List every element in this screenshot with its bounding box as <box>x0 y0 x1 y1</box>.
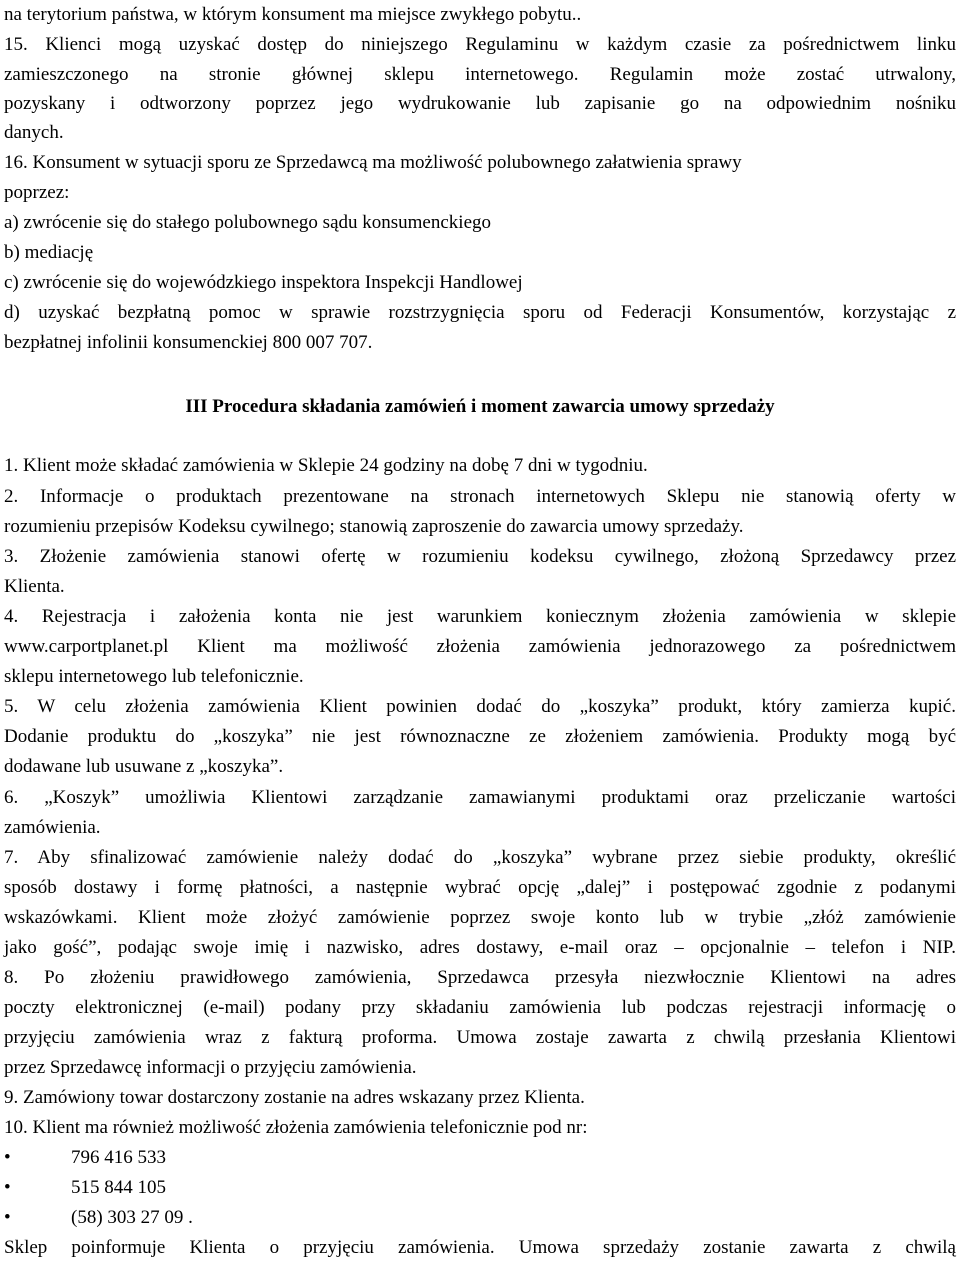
text-line: 9. Zamówiony towar dostarczony zostanie na adres wskazany przez Klienta. <box>4 1087 585 1108</box>
text-line: www.carportplanet.pl Klient ma możliwość złożenia zamówienia jednorazowego za pośrednictwem <box>4 636 956 657</box>
text-line: 16. Konsument w sytuacji sporu ze Sprzedawcą ma możliwość polubownego załatwienia sprawy <box>4 152 742 173</box>
bullet-icon: • <box>4 1177 11 1198</box>
text-line: Sklep poinformuje Klienta o przyjęciu zamówienia. Umowa sprzedaży zostanie zawarta z chwilą <box>4 1237 956 1258</box>
text-line: b) mediację <box>4 242 94 263</box>
text-line: a) zwrócenie się do stałego polubownego sądu konsumenckiego <box>4 212 492 233</box>
text-line: danych. <box>4 122 64 143</box>
text-line: 3. Złożenie zamówienia stanowi ofertę w rozumieniu kodeksu cywilnego, złożoną Sprzedawcy przez <box>4 546 956 567</box>
phone-number: (58) 303 27 09 . <box>71 1207 193 1228</box>
text-line: sklepu internetowego lub telefonicznie. <box>4 666 304 687</box>
text-line: 10. Klient ma również możliwość złożenia zamówienia telefonicznie pod nr: <box>4 1117 588 1138</box>
text-line: sposób dostawy i formę płatności, a następnie wybrać opcję „dalej” i postępować zgodnie z podanymi <box>4 877 956 898</box>
text-line: Dodanie produktu do „koszyka” nie jest równoznaczne ze złożeniem zamówienia. Produkty mogą być <box>4 726 956 747</box>
text-line: 7. Aby sfinalizować zamówienie należy dodać do „koszyka” wybrane przez siebie produkty, określić <box>4 847 956 868</box>
text-line: przez Sprzedawcę informacji o przyjęciu zamówienia. <box>4 1057 417 1078</box>
text-line: przyjęciu zamówienia wraz z fakturą proforma. Umowa zostaje zawarta z chwilą przesłania Klientowi <box>4 1027 956 1048</box>
section-heading: III Procedura składania zamówień i moment zawarcia umowy sprzedaży <box>185 396 775 417</box>
text-line: 1. Klient może składać zamówienia w Sklepie 24 godziny na dobę 7 dni w tygodniu. <box>4 455 648 476</box>
bullet-icon: • <box>4 1147 11 1168</box>
text-line: pozyskany i odtworzony poprzez jego wydrukowanie lub zapisanie go na odpowiednim nośniku <box>4 93 956 114</box>
text-line: zamówienia. <box>4 817 101 838</box>
text-line: poczty elektronicznej (e-mail) podany przy składaniu zamówienia lub podczas rejestracji informację o <box>4 997 956 1018</box>
phone-number: 515 844 105 <box>71 1177 166 1198</box>
text-line: dodawane lub usuwane z „koszyka”. <box>4 756 284 777</box>
text-line: 2. Informacje o produktach prezentowane na stronach internetowych Sklepu nie stanowią oferty w <box>4 486 956 507</box>
bullet-icon: • <box>4 1207 11 1228</box>
text-line: wskazówkami. Klient może złożyć zamówienie poprzez swoje konto lub w trybie „złóż zamówienie <box>4 907 956 928</box>
phone-number: 796 416 533 <box>71 1147 166 1168</box>
text-line: 5. W celu złożenia zamówienia Klient powinien dodać do „koszyka” produkt, który zamierza kupić. <box>4 696 956 717</box>
text-line: d) uzyskać bezpłatną pomoc w sprawie rozstrzygnięcia sporu od Federacji Konsumentów, korzystając z <box>4 302 956 323</box>
text-line: 8. Po złożeniu prawidłowego zamówienia, Sprzedawca przesyła niezwłocznie Klientowi na adres <box>4 967 956 988</box>
text-line: c) zwrócenie się do wojewódzkiego inspektora Inspekcji Handlowej <box>4 272 523 293</box>
text-line: jako gość”, podając swoje imię i nazwisko, adres dostawy, e-mail oraz – opcjonalnie – telefon i NIP. <box>4 937 956 958</box>
text-line: 6. „Koszyk” umożliwia Klientowi zarządzanie zamawianymi produktami oraz przeliczanie wartości <box>4 787 956 808</box>
text-line: rozumieniu przepisów Kodeksu cywilnego; stanowią zaproszenie do zawarcia umowy sprzedaży. <box>4 516 744 537</box>
text-line: 15. Klienci mogą uzyskać dostęp do niniejszego Regulaminu w każdym czasie za pośrednictwem linku <box>4 34 956 55</box>
text-line: poprzez: <box>4 182 70 203</box>
text-line: na terytorium państwa, w którym konsument ma miejsce zwykłego pobytu.. <box>4 4 582 25</box>
text-line: 4. Rejestracja i założenia konta nie jest warunkiem koniecznym złożenia zamówienia w sklepie <box>4 606 956 627</box>
text-line: bezpłatnej infolinii konsumenckiej 800 007 707. <box>4 332 373 353</box>
text-line: zamieszczonego na stronie głównej sklepu internetowego. Regulamin może zostać utrwalony, <box>4 64 956 85</box>
text-line: Klienta. <box>4 576 65 597</box>
